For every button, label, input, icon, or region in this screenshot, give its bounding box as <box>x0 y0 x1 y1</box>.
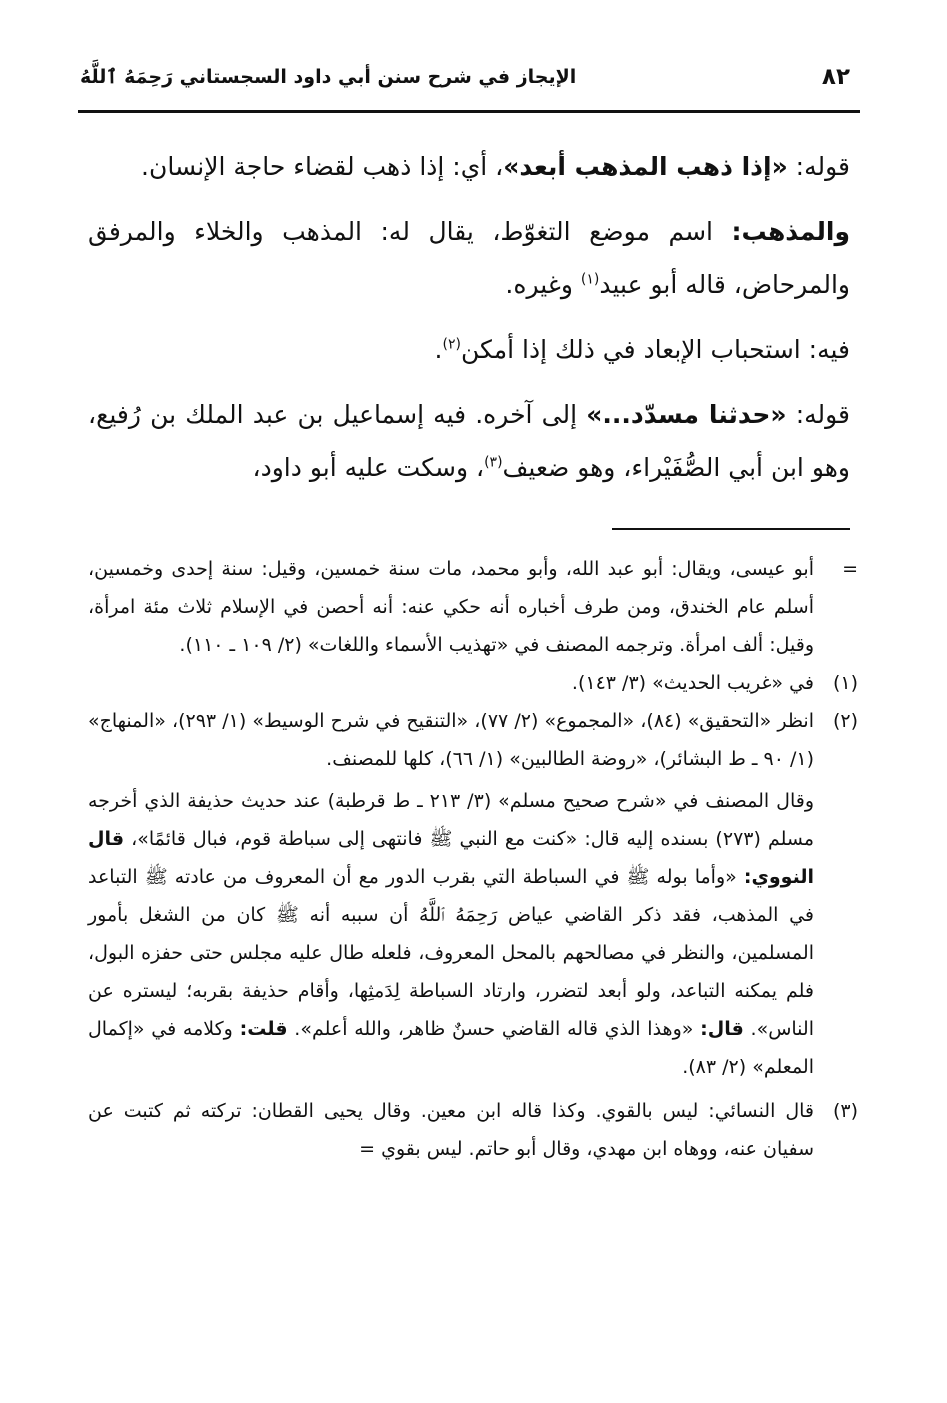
fn2-cont-d: وكلامه في «إكمال المعلم» (٢/ ٨٣). <box>88 1018 814 1078</box>
footnote-2-continuation <box>88 782 858 1086</box>
footnote-3 <box>88 1092 858 1168</box>
continuation-mark: = <box>842 558 858 580</box>
p2-term: والمذهب: <box>731 217 850 246</box>
fn2-qala: قال: <box>700 1018 744 1040</box>
footnote-2 <box>88 702 858 778</box>
p4-quote: «حدثنا مسدّد...» <box>586 400 787 429</box>
p3-tail: . <box>434 335 443 364</box>
footnote-2-text: انظر «التحقيق» (٨٤)، «المجموع» (٢/ ٧٧)، «التنقيح في شرح الوسيط» (١/ ٢٩٣)، «المنهاج» (١/ ٩٠ ـ ط البشائر)، «روضة الطالبين» (١/ ٦٦)، كلها للمصنف. <box>88 710 814 770</box>
paragraph-4 <box>88 388 850 494</box>
p3-text: فيه: استحباب الإبعاد في ذلك إذا أمكن <box>460 335 850 364</box>
footnote-continued-text: أبو عيسى، ويقال: أبو عبد الله، وأبو محمد، مات سنة خمسين، وقيل: سنة إحدى وخمسين، أسلم عام الخندق، ومن طرف أخباره أنه حكي عنه: أنه أحصن في الإسلام ثلاث مئة امرأة، وقيل: ألف امرأة. وترجمه المصنف في «تهذيب الأسماء واللغات» (٢/ ١٠٩ ـ ١١٠). <box>88 558 814 656</box>
paragraph-3 <box>88 323 850 376</box>
footnote-1-text: في «غريب الحديث» (٣/ ١٤٣). <box>571 672 814 694</box>
fn2-qultu: قلت: <box>239 1018 288 1040</box>
p2-tail: وغيره. <box>505 270 581 299</box>
p2-text: اسم موضع التغوّط، يقال له: المذهب والخلاء والمرفق والمرحاض، قاله أبو عبيد <box>88 217 850 299</box>
p4-tail: ، وسكت عليه أبو داود، <box>252 453 485 482</box>
footnote-3-text: قال النسائي: ليس بالقوي. وكذا قاله ابن معين. وقال يحيى القطان: تركته ثم كتبت عن سفيان عنه، ووهاه ابن مهدي، وقال أبو حاتم. ليس بقوي = <box>88 1100 814 1160</box>
p4-lead: قوله: <box>786 400 850 429</box>
main-text <box>88 140 850 506</box>
footnote-1-mark: (١) <box>832 672 858 694</box>
fn2-cont-c: «وهذا الذي قاله القاضي حسنٌ ظاهر، والله أعلم». <box>287 1018 701 1040</box>
fn2-cont-b: «وأما بوله ﷺ في السباطة التي بقرب الدور مع أن المعروف من عادته ﷺ التباعد في المذهب، فقد ذكر القاضي عياض رَحِمَهُ ٱللَّهُ أن سببه أنه ﷺ كان من الشغل بأمور المسلمين، والنظر في مصالحهم بالمحل المعروف، فلعله طال عليه مجلس حتى حفزه البول، فلم يمكنه التباعد، ولو أبعد لتضرر، وارتاد السباطة لِدَمثِها، وأقام حذيفة بقربه؛ ليستره عن الناس». <box>88 866 814 1040</box>
footnote-3-mark: (٣) <box>832 1100 858 1122</box>
p4-text: إلى آخره. فيه إسماعيل بن عبد الملك بن رُفيع، وهو ابن أبي الصُّفَيْراء، وهو ضعيف <box>88 400 850 482</box>
header-divider <box>78 110 860 113</box>
footnote-2-mark: (٢) <box>832 710 858 732</box>
page-number: ٨٢ <box>821 64 850 90</box>
fn2-nawawi: قال النووي: <box>88 828 814 888</box>
running-header <box>78 62 860 108</box>
footnote-ref-2: (٢) <box>442 336 461 353</box>
p1-quote: «إذا ذهب المذهب أبعد» <box>503 152 788 181</box>
fn2-cont-a: وقال المصنف في «شرح صحيح مسلم» (٣/ ٢١٣ ـ ط قرطبة) عند حديث حذيفة الذي أخرجه مسلم (٢٧٣) بسنده إليه قال: «كنت مع النبي ﷺ فانتهى إلى سباطة قوم، فبال قائمًا»، <box>88 790 815 850</box>
paragraph-1 <box>88 140 850 193</box>
footnote-continued <box>88 550 858 664</box>
paragraph-2 <box>88 205 850 311</box>
footnote-1 <box>88 664 858 702</box>
footnote-ref-3: (٣) <box>484 454 503 471</box>
p1-rest: ، أي: إذا ذهب لقضاء حاجة الإنسان. <box>141 152 504 181</box>
footnotes <box>88 550 858 1168</box>
footnote-ref-1: (١) <box>580 271 600 288</box>
p1-lead: قوله: <box>787 152 850 181</box>
footnote-divider <box>612 528 850 530</box>
book-title: الإيجاز في شرح سنن أبي داود السجستاني رَحِمَهُ ٱللَّهُ <box>80 66 577 88</box>
